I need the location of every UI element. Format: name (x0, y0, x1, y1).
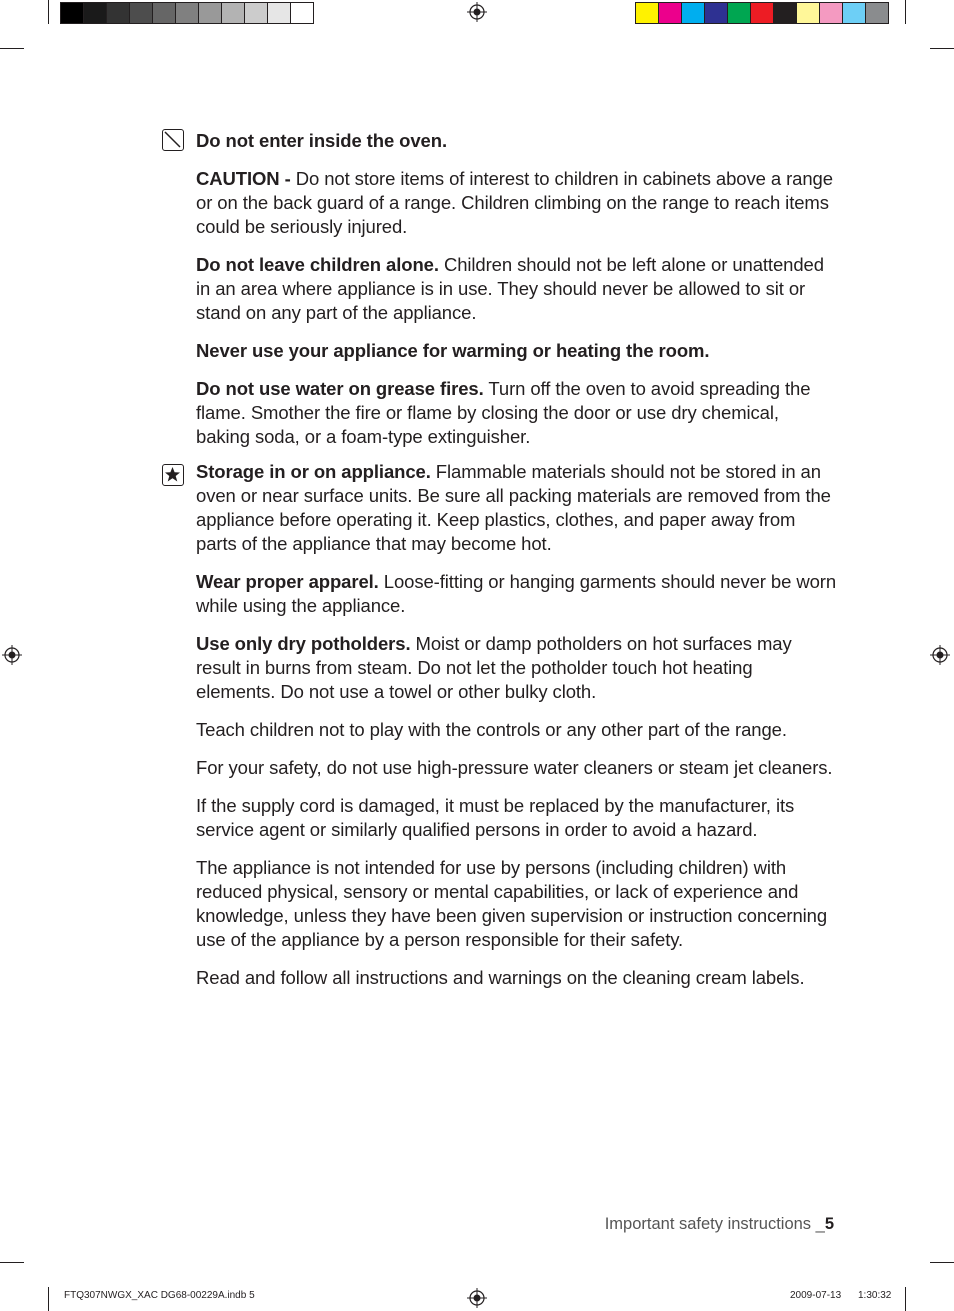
page-footer (605, 1215, 834, 1234)
color-swatch (705, 3, 728, 23)
gray-swatch (130, 3, 153, 23)
crop-mark (905, 1287, 906, 1311)
paragraph-heading: CAUTION - (196, 168, 296, 189)
color-swatch (820, 3, 843, 23)
safety-paragraph (196, 253, 836, 325)
color-swatch (866, 3, 888, 23)
crop-mark (905, 0, 906, 24)
paragraph-heading: Never use your appliance for warming or heating the room. (196, 340, 710, 361)
paragraph-text: The appliance is not intended for use by persons (including children) with reduced physical, sensory or mental capabilities, or lack of experience and knowledge, unless they have been given supervision or instruction concerning use of the appliance by a person responsible for their safety. (196, 857, 828, 950)
paragraph-text: Children should not be left alone or unattended in an area where appliance is in use. They should never be allowed to sit or stand on any part of the appliance. (196, 254, 824, 323)
registration-mark-icon (930, 645, 950, 665)
crop-mark (48, 0, 49, 24)
paragraph-heading: Do not enter inside the oven. (196, 130, 447, 151)
paragraph-text: If the supply cord is damaged, it must be replaced by the manufacturer, its service agent or similarly qualified persons in order to avoid a hazard. (196, 795, 795, 840)
grayscale-bar (60, 2, 314, 24)
gray-swatch (268, 3, 291, 23)
gray-swatch (176, 3, 199, 23)
color-swatch (659, 3, 682, 23)
color-swatch (682, 3, 705, 23)
color-bar (635, 2, 889, 24)
safety-paragraph (196, 570, 836, 618)
safety-paragraph (196, 718, 836, 742)
paragraph-text: For your safety, do not use high-pressure water cleaners or steam jet cleaners. (196, 757, 833, 778)
gray-swatch (245, 3, 268, 23)
paragraph-text: Flammable materials should not be stored in an oven or near surface units. Be sure all packing materials are removed from the appliance before operating it. Keep plastics, clothes, and paper away from parts of the appliance that may become hot. (196, 461, 831, 554)
gray-swatch (153, 3, 176, 23)
safety-paragraph (196, 794, 836, 842)
paragraph-text: Moist or damp potholders on hot surfaces may result in burns from steam. Do not let the potholder touch hot heating elements. Do not use a towel or other bulky cloth. (196, 633, 792, 702)
paragraph-heading: Use only dry potholders. (196, 633, 411, 654)
crop-mark (0, 1262, 24, 1263)
crop-mark (48, 1287, 49, 1311)
registration-mark-icon (467, 1288, 487, 1308)
gray-swatch (222, 3, 245, 23)
gray-swatch (291, 3, 313, 23)
color-swatch (636, 3, 659, 23)
gray-swatch (107, 3, 130, 23)
registration-mark-icon (2, 645, 22, 665)
gray-swatch (61, 3, 84, 23)
paragraph-text: Teach children not to play with the controls or any other part of the range. (196, 719, 787, 740)
safety-paragraph (196, 966, 836, 990)
footer-section: Important safety instructions _ (604, 1215, 825, 1233)
gray-swatch (84, 3, 107, 23)
paragraph-text: Read and follow all instructions and warnings on the cleaning cream labels. (196, 967, 805, 988)
paragraph-text: Turn off the oven to avoid spreading the flame. Smother the fire or flame by closing the door or use dry chemical, baking soda, or a foam-type extinguisher. (196, 378, 811, 447)
paragraph-heading: Wear proper apparel. (196, 571, 379, 592)
safety-paragraph (196, 339, 836, 363)
slug-file: FTQ307NWGX_XAC DG68-00229A.indb 5 (64, 1290, 255, 1301)
safety-content (196, 129, 836, 1004)
gray-swatch (199, 3, 222, 23)
safety-paragraph (196, 129, 836, 153)
color-swatch (774, 3, 797, 23)
slug-date: 2009-07-13 (790, 1290, 842, 1301)
color-swatch (843, 3, 866, 23)
star-icon (162, 464, 184, 486)
color-swatch (797, 3, 820, 23)
slug-time: 1:30:32 (858, 1290, 892, 1301)
safety-paragraph (196, 460, 836, 556)
color-swatch (751, 3, 774, 23)
safety-paragraph (196, 377, 836, 449)
paragraph-text: Do not store items of interest to children in cabinets above a range or on the back guard of a range. Children climbing on the range to reach items could be seriously injured. (196, 168, 833, 237)
paragraph-text: Loose-fitting or hanging garments should never be worn while using the appliance. (196, 571, 837, 616)
safety-paragraph (196, 632, 836, 704)
paragraph-heading: Do not use water on grease fires. (196, 378, 484, 399)
crop-mark (930, 48, 954, 49)
paragraph-heading: Do not leave children alone. (196, 254, 439, 275)
crop-mark (930, 1262, 954, 1263)
safety-paragraph (196, 856, 836, 952)
prohibited-icon (162, 129, 184, 151)
safety-paragraph (196, 756, 836, 780)
page-number: 5 (824, 1215, 834, 1233)
paragraph-heading: Storage in or on appliance. (196, 461, 431, 482)
safety-paragraph (196, 167, 836, 239)
crop-mark (0, 48, 24, 49)
color-swatch (728, 3, 751, 23)
registration-mark-icon (467, 2, 487, 22)
